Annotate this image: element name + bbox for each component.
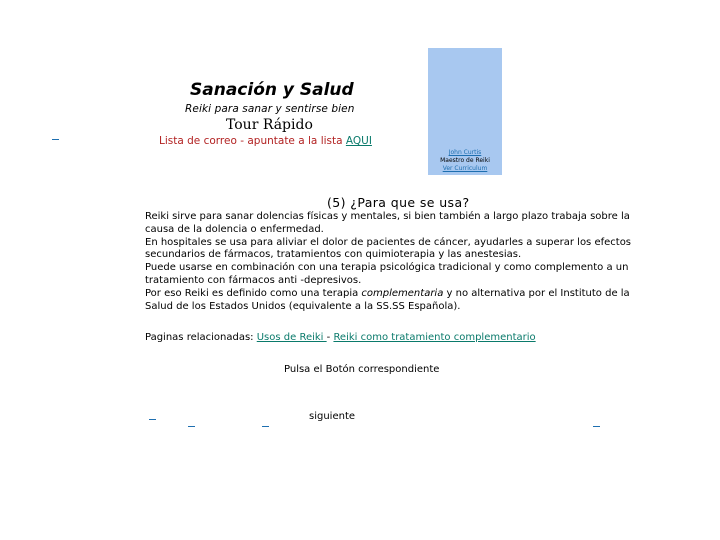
related-pages: [145, 332, 536, 343]
next-button-label[interactable]: siguiente: [309, 411, 356, 422]
section-heading: [327, 195, 470, 210]
teacher-link[interactable]: John Curtis: [448, 149, 482, 156]
nav-button-home[interactable]: [262, 426, 269, 427]
emphasis-complementaria: complementaria: [361, 287, 444, 299]
paragraph: Reiki sirve para sanar dolencias físicas y mentales, si bien también a largo plazo trabaja sobre la causa de la dolencia o enfermedad.: [145, 211, 630, 235]
mailing-list-line: [159, 135, 372, 147]
press-button-instruction: Pulsa el Botón correspondiente: [284, 364, 440, 375]
related-label: Paginas relacionadas:: [145, 332, 257, 343]
paragraph-text: y no alternativa por el Instituto de la Salud de los Estados Unidos (equivalente a la SS.SS Española).: [145, 287, 630, 312]
related-separator: -: [326, 332, 334, 343]
paragraph-text: Por eso Reiki es definido como una terapia: [145, 287, 362, 299]
mailing-list-link[interactable]: AQUI: [345, 135, 372, 147]
nav-button-back[interactable]: [188, 426, 195, 427]
broken-image-placeholder[interactable]: [52, 139, 59, 140]
nav-button-start[interactable]: [149, 419, 156, 420]
site-subtitle: Reiki para sanar y sentirse bien: [185, 103, 355, 115]
teacher-role: Maestro de Reiki: [440, 157, 490, 164]
mailing-list-text: Lista de correo - apuntate a la lista: [159, 135, 346, 147]
related-link-usos[interactable]: Usos de Reiki: [256, 332, 327, 343]
nav-button-end[interactable]: [593, 426, 600, 427]
site-title: Sanación y Salud: [190, 80, 354, 100]
paragraph: [145, 288, 640, 314]
curriculum-link[interactable]: Ver Curriculum: [442, 165, 488, 172]
related-link-complementario[interactable]: Reiki como tratamiento complementario: [333, 332, 536, 343]
paragraph: En hospitales se usa para aliviar el dolor de pacientes de cáncer, ayudarles a superar los efectos secundarios de fármacos, tratamientos con quimioterapia y las anestesias.: [145, 236, 632, 261]
side-panel-links: [428, 149, 502, 173]
section-number: (5): [327, 195, 346, 210]
section-title: ¿Para que se usa?: [345, 195, 470, 210]
body-text: [145, 211, 640, 313]
paragraph: Puede usarse en combinación con una terapia psicológica tradicional y como complemento a un tratamiento con fármacos anti -depresivos.: [145, 262, 629, 286]
tour-title: Tour Rápido: [226, 117, 313, 133]
